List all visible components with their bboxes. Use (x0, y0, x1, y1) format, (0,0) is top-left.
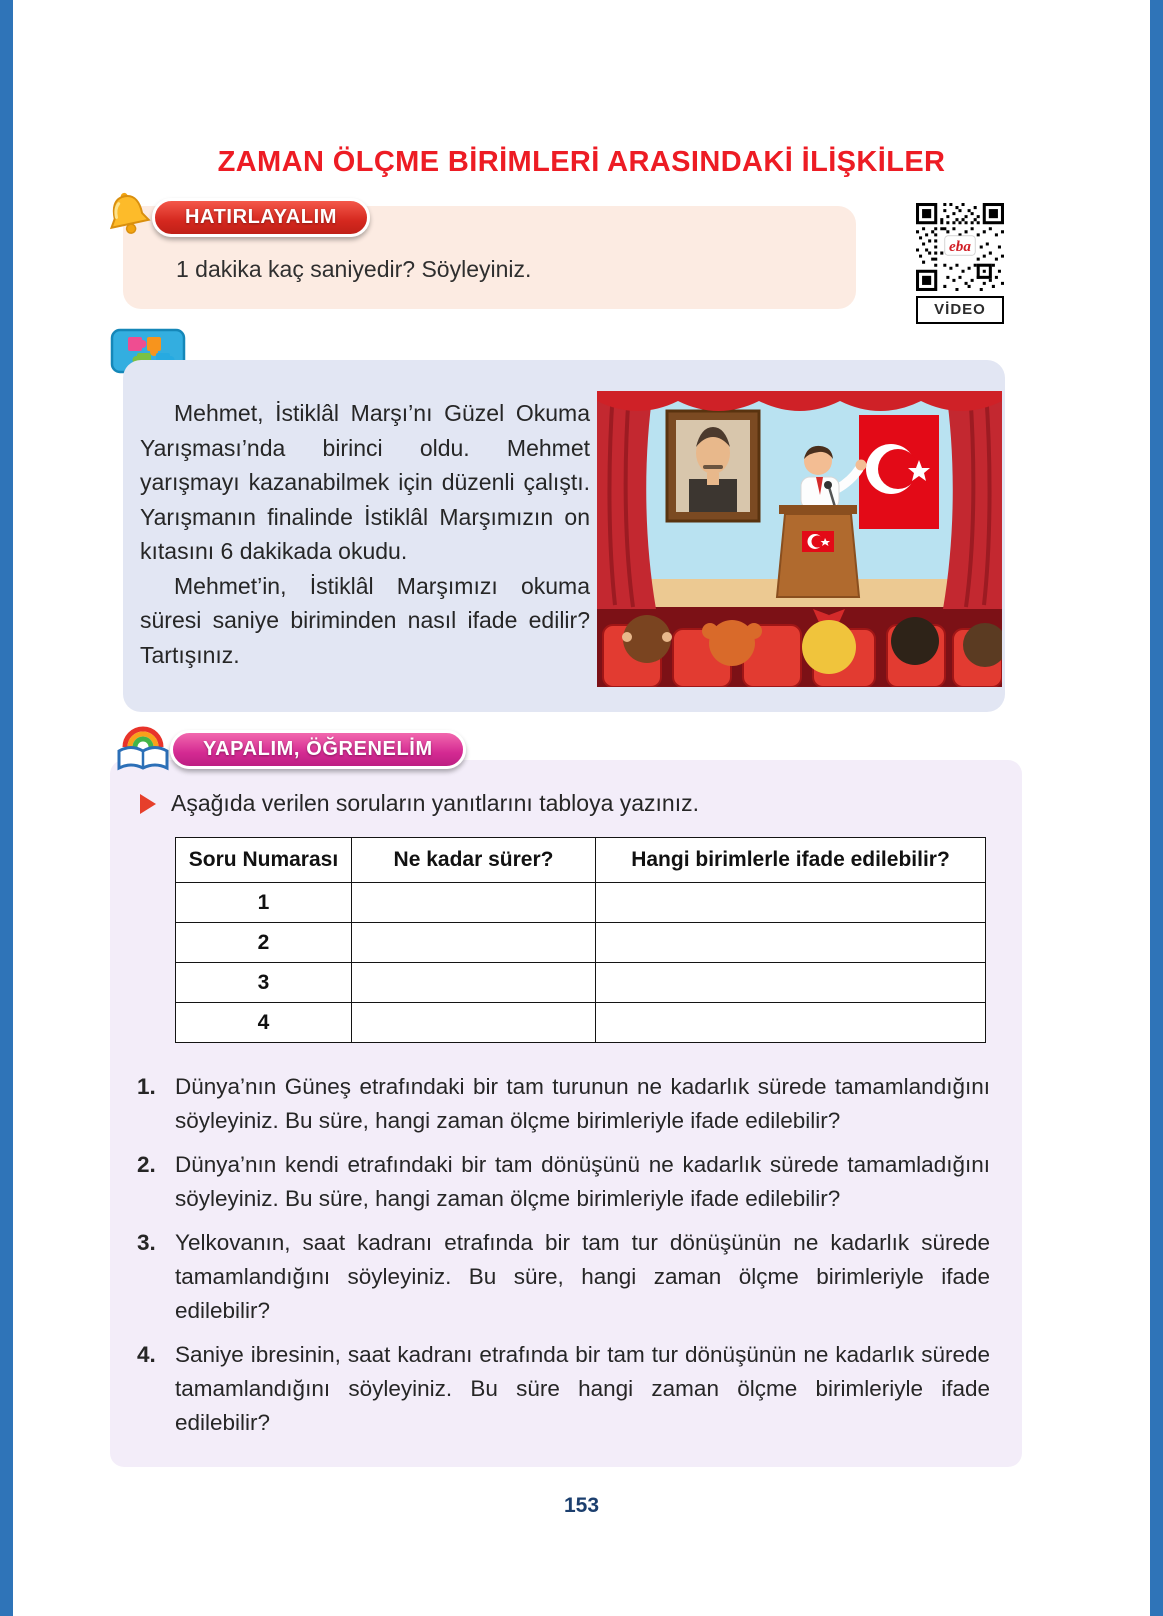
hatirlayalim-question: 1 dakika kaç saniyedir? Söyleyiniz. (176, 256, 532, 282)
question-1 (137, 1070, 990, 1138)
answer-cell-duration[interactable] (352, 883, 596, 923)
yapalim-badge: YAPALIM, ÖĞRENELİM (170, 730, 466, 769)
right-border-bar (1150, 0, 1163, 1616)
question-list (137, 1070, 990, 1450)
page-title: ZAMAN ÖLÇME BİRİMLERİ ARASINDAKİ İLİŞKİLER (217, 146, 946, 178)
hatirlayalim-badge: HATIRLAYALIM (152, 198, 370, 237)
discussion-paragraph-2: Mehmet’in, İstiklâl Marşımızı okuma süresi saniye biriminden nasıl ifade edilir? Tartışınız. (140, 572, 590, 668)
answers-table (175, 837, 986, 1043)
page-number: 153 (563, 1494, 600, 1517)
instruction-text: Aşağıda verilen soruların yanıtlarını tabloya yazınız. (171, 790, 700, 816)
question-2 (137, 1148, 990, 1216)
row-number: 2 (176, 923, 352, 963)
arrow-bullet-icon (140, 794, 156, 814)
table-row (176, 963, 986, 1003)
question-number: 3. (137, 1230, 156, 1255)
table-row (176, 923, 986, 963)
video-label: VİDEO (916, 296, 1004, 324)
left-border-bar (0, 0, 13, 1616)
row-number: 1 (176, 883, 352, 923)
answer-cell-units[interactable] (596, 1003, 986, 1043)
question-text: Saniye ibresinin, saat kadranı etrafında bir tam tur dönüşünün ne kadarlık sürede tamamlandığını söyleyiniz. Bu süre hangi zaman ölçme birimleriyle ifade edilebilir? (175, 1342, 990, 1435)
question-text: Dünya’nın Güneş etrafındaki bir tam turunun ne kadarlık sürede tamamlandığını söyleyiniz. Bu süre, hangi zaman ölçme birimleriyle ifade edilebilir? (175, 1074, 990, 1133)
table-row (176, 883, 986, 923)
header-hangi-birimler: Hangi birimlerle ifade edilebilir? (596, 838, 986, 883)
header-ne-kadar-surer: Ne kadar sürer? (352, 838, 596, 883)
answer-cell-units[interactable] (596, 923, 986, 963)
eba-logo: eba (949, 237, 971, 255)
question-4 (137, 1338, 990, 1440)
rainbow-book-icon (112, 720, 172, 778)
answer-cell-units[interactable] (596, 963, 986, 1003)
answer-cell-units[interactable] (596, 883, 986, 923)
question-text: Dünya’nın kendi etrafındaki bir tam dönüşünü ne kadarlık sürede tamamladığını söyleyiniz. Bu süre, hangi zaman ölçme birimleriyle ifade edilebilir? (175, 1152, 990, 1211)
question-number: 4. (137, 1342, 156, 1367)
answer-cell-duration[interactable] (352, 923, 596, 963)
row-number: 3 (176, 963, 352, 1003)
table-header-row (176, 838, 986, 883)
turkish-flag-icon (859, 415, 939, 529)
row-number: 4 (176, 1003, 352, 1043)
qr-code (916, 203, 1004, 291)
question-number: 1. (137, 1074, 156, 1099)
portrait-frame (667, 411, 759, 521)
discussion-text (140, 396, 590, 672)
header-soru-numarasi: Soru Numarası (176, 838, 352, 883)
question-3 (137, 1226, 990, 1328)
stage-illustration (597, 391, 1002, 687)
table-row (176, 1003, 986, 1043)
question-text: Yelkovanın, saat kadranı etrafında bir tam tur dönüşünün ne kadarlık sürede tamamlandığını söyleyiniz. Bu süre, hangi zaman ölçme birimleriyle ifade edilebilir? (175, 1230, 990, 1323)
answer-cell-duration[interactable] (352, 963, 596, 1003)
instruction-row (140, 790, 699, 817)
discussion-paragraph-1: Mehmet, İstiklâl Marşı’nı Güzel Okuma Yarışması’nda birinci oldu. Mehmet yarışmayı kazanabilmek için düzenli çalıştı. Yarışmanın finalinde İstiklâl Marşımızın on kıtasını 6 dakikada okudu. (140, 400, 590, 564)
question-number: 2. (137, 1152, 156, 1177)
answer-cell-duration[interactable] (352, 1003, 596, 1043)
bell-icon (101, 188, 155, 240)
